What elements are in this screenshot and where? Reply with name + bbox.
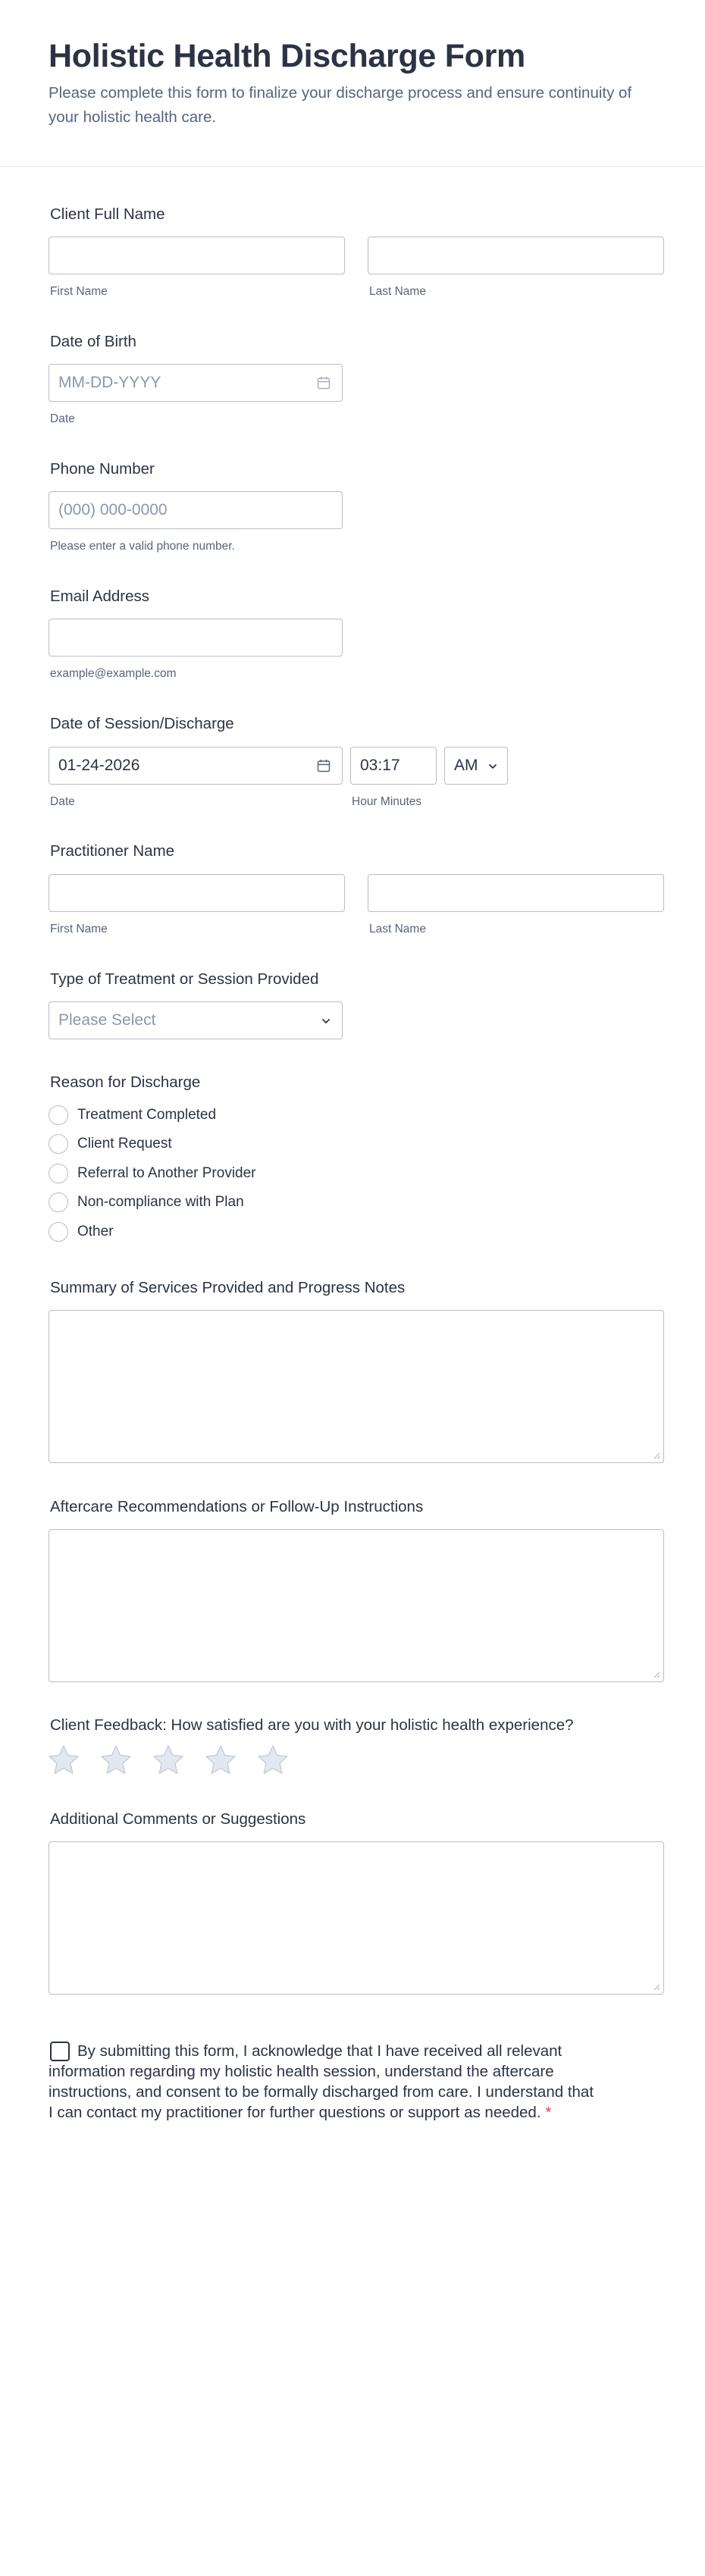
radio-button[interactable] (49, 1192, 68, 1212)
radio-button[interactable] (49, 1222, 68, 1242)
feedback-label: Client Feedback: How satisfied are you with your holistic health experience? (50, 1716, 574, 1734)
client-first-name-input[interactable] (49, 237, 345, 274)
chevron-down-icon (321, 1016, 331, 1026)
aftercare-textarea[interactable] (49, 1529, 664, 1682)
star-icon[interactable] (204, 1744, 237, 1777)
star-icon[interactable] (99, 1744, 133, 1777)
star-icon[interactable] (256, 1744, 290, 1777)
radio-label: Treatment Completed (77, 1107, 217, 1123)
treatment-select[interactable] (49, 1001, 343, 1039)
reason-option-client-request[interactable] (49, 1133, 172, 1155)
comments-textarea[interactable] (49, 1841, 664, 1995)
resize-handle-icon[interactable] (653, 1671, 660, 1678)
chevron-down-icon (487, 761, 498, 772)
practitioner-label: Practitioner Name (50, 842, 175, 860)
dob-input[interactable] (49, 364, 343, 402)
resize-handle-icon[interactable] (653, 1983, 660, 1991)
calendar-icon[interactable] (316, 375, 331, 390)
consent-statement: By submitting this form, I acknowledge that I have received all relevant information regarding my holistic health session, understand the aftercare instructions, and consent to be formally discharged from care. I understand that I can contact my practitioner for further questions or support as needed. (49, 2042, 594, 2121)
radio-label: Non-compliance with Plan (77, 1194, 244, 1210)
session-time-input[interactable] (350, 747, 437, 785)
summary-textarea[interactable] (49, 1310, 664, 1463)
phone-placeholder: (000) 000-0000 (58, 501, 168, 519)
practitioner-first-name-sublabel: First Name (50, 923, 108, 935)
dob-label: Date of Birth (50, 333, 136, 350)
session-ampm-value: AM (454, 757, 478, 774)
reason-option-non-compliance[interactable] (49, 1191, 244, 1214)
radio-button[interactable] (49, 1164, 68, 1183)
client-last-name-sublabel: Last Name (369, 285, 426, 298)
treatment-label: Type of Treatment or Session Provided (50, 970, 319, 988)
client-name-label: Client Full Name (50, 205, 165, 223)
dob-placeholder: MM-DD-YYYY (58, 374, 161, 391)
required-asterisk: * (545, 2104, 552, 2121)
dob-sublabel: Date (50, 412, 75, 425)
reason-option-referral[interactable] (49, 1162, 256, 1185)
practitioner-last-name-sublabel: Last Name (369, 923, 426, 935)
client-first-name-sublabel: First Name (50, 285, 108, 298)
email-input[interactable] (49, 619, 343, 657)
phone-label: Phone Number (50, 460, 155, 478)
radio-label: Referral to Another Provider (77, 1165, 256, 1181)
radio-label: Client Request (77, 1136, 172, 1152)
phone-sublabel: Please enter a valid phone number. (50, 540, 235, 553)
aftercare-label: Aftercare Recommendations or Follow-Up Instructions (50, 1498, 424, 1515)
session-date-value: 01-24-2026 (58, 757, 140, 774)
form-subtitle: Please complete this form to finalize your discharge process and ensure continuity of your holistic health care. (49, 84, 632, 126)
radio-button[interactable] (49, 1134, 68, 1154)
session-label: Date of Session/Discharge (50, 715, 234, 732)
radio-button[interactable] (49, 1105, 68, 1125)
star-icon[interactable] (152, 1744, 185, 1777)
form-title: Holistic Health Discharge Form (49, 38, 525, 74)
star-rating[interactable] (47, 1744, 309, 1777)
client-last-name-input[interactable] (368, 237, 664, 274)
radio-label: Other (77, 1224, 114, 1239)
practitioner-last-name-input[interactable] (368, 874, 664, 912)
resize-handle-icon[interactable] (653, 1452, 660, 1459)
email-label: Email Address (50, 588, 150, 605)
comments-label: Additional Comments or Suggestions (50, 1810, 306, 1828)
star-icon[interactable] (47, 1744, 80, 1777)
practitioner-first-name-input[interactable] (49, 874, 345, 912)
treatment-placeholder: Please Select (58, 1011, 156, 1029)
summary-label: Summary of Services Provided and Progress Notes (50, 1279, 406, 1296)
form-header (0, 0, 705, 167)
session-time-sublabel: Hour Minutes (352, 795, 422, 808)
email-sublabel: example@example.com (50, 667, 177, 680)
reason-option-other[interactable] (49, 1221, 114, 1243)
consent-text (49, 2041, 594, 2123)
reason-label: Reason for Discharge (50, 1073, 201, 1091)
reason-option-treatment-completed[interactable] (49, 1104, 216, 1127)
calendar-icon[interactable] (316, 758, 331, 773)
session-date-input[interactable] (49, 747, 343, 785)
phone-input[interactable] (49, 491, 343, 529)
session-time-value: 03:17 (360, 757, 400, 774)
consent-checkbox[interactable] (50, 2042, 70, 2061)
session-ampm-select[interactable] (444, 747, 508, 785)
session-date-sublabel: Date (50, 795, 75, 808)
